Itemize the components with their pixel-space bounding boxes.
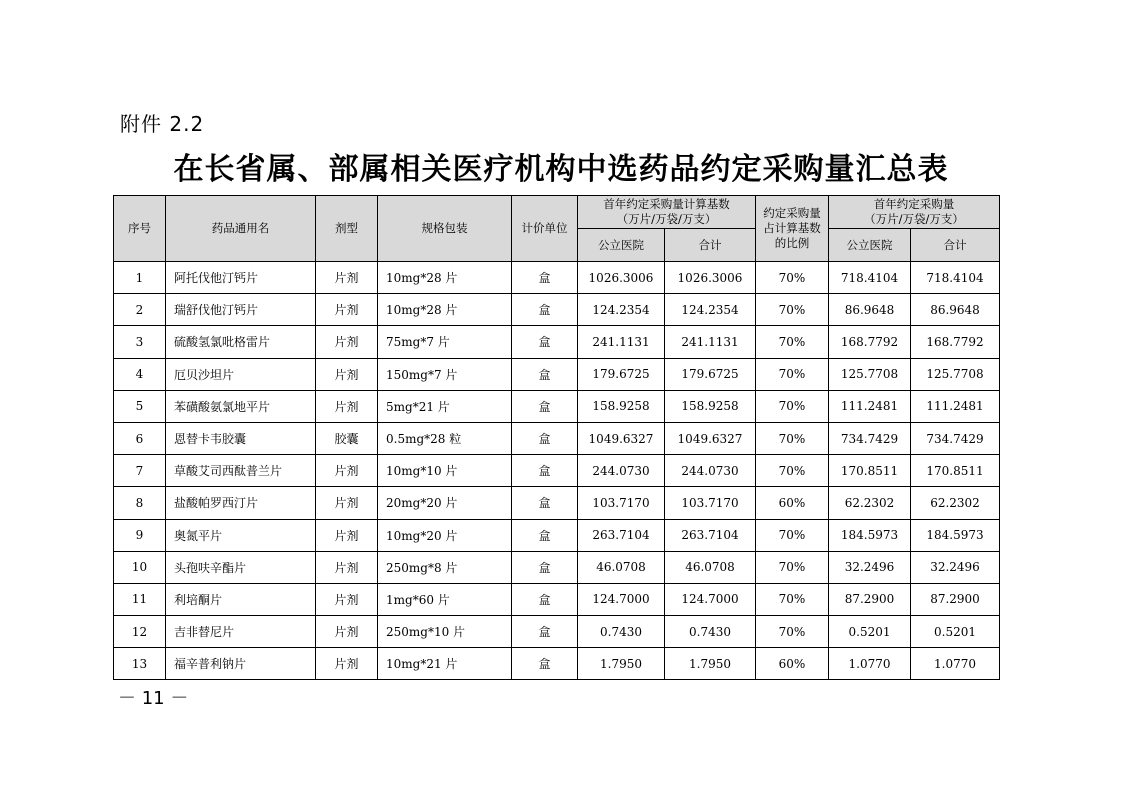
cell-unit: 盒 [512, 455, 578, 487]
cell-spec: 150mg*7 片 [378, 358, 512, 390]
cell-agreed-public: 184.5973 [829, 519, 911, 551]
cell-unit: 盒 [512, 648, 578, 680]
cell-name: 厄贝沙坦片 [166, 358, 316, 390]
cell-base-public: 158.9258 [578, 390, 665, 422]
header-agreed-public-hospital: 公立医院 [829, 229, 911, 262]
cell-base-public: 124.2354 [578, 294, 665, 326]
cell-form: 片剂 [316, 326, 378, 358]
cell-name: 恩替卡韦胶囊 [166, 422, 316, 454]
header-ratio-line1: 约定采购量 [763, 206, 821, 220]
cell-spec: 250mg*8 片 [378, 551, 512, 583]
cell-agreed-public: 734.7429 [829, 422, 911, 454]
cell-form: 片剂 [316, 551, 378, 583]
cell-unit: 盒 [512, 616, 578, 648]
cell-agreed-total: 125.7708 [911, 358, 1000, 390]
cell-seq: 3 [114, 326, 166, 358]
cell-unit: 盒 [512, 422, 578, 454]
cell-agreed-total: 718.4104 [911, 262, 1000, 294]
cell-form: 片剂 [316, 519, 378, 551]
cell-agreed-public: 125.7708 [829, 358, 911, 390]
cell-form: 片剂 [316, 487, 378, 519]
cell-base-total: 158.9258 [665, 390, 756, 422]
cell-unit: 盒 [512, 294, 578, 326]
cell-form: 片剂 [316, 455, 378, 487]
cell-ratio: 70% [756, 422, 829, 454]
table-row [114, 616, 1000, 648]
cell-form: 片剂 [316, 616, 378, 648]
cell-agreed-public: 87.2900 [829, 583, 911, 615]
cell-ratio: 70% [756, 551, 829, 583]
cell-form: 片剂 [316, 583, 378, 615]
cell-seq: 4 [114, 358, 166, 390]
cell-form: 片剂 [316, 358, 378, 390]
cell-base-public: 1.7950 [578, 648, 665, 680]
attachment-label: 附件 2.2 [120, 112, 205, 136]
cell-form: 胶囊 [316, 422, 378, 454]
cell-agreed-total: 184.5973 [911, 519, 1000, 551]
header-spec: 规格包装 [378, 196, 512, 262]
header-base-total: 合计 [665, 229, 756, 262]
cell-base-total: 1026.3006 [665, 262, 756, 294]
cell-agreed-total: 111.2481 [911, 390, 1000, 422]
cell-spec: 5mg*21 片 [378, 390, 512, 422]
header-ratio-line3: 的比例 [774, 236, 810, 250]
cell-form: 片剂 [316, 648, 378, 680]
document-title: 在长省属、部属相关医疗机构中选药品约定采购量汇总表 [173, 152, 949, 187]
cell-agreed-public: 0.5201 [829, 616, 911, 648]
cell-agreed-public: 718.4104 [829, 262, 911, 294]
table-row [114, 648, 1000, 680]
cell-seq: 12 [114, 616, 166, 648]
cell-agreed-total: 87.2900 [911, 583, 1000, 615]
table-row [114, 326, 1000, 358]
cell-form: 片剂 [316, 262, 378, 294]
cell-ratio: 70% [756, 455, 829, 487]
header-agreed-group-line2: （万片/万袋/万支） [864, 212, 964, 226]
cell-base-total: 46.0708 [665, 551, 756, 583]
cell-base-public: 241.1131 [578, 326, 665, 358]
cell-ratio: 70% [756, 326, 829, 358]
cell-agreed-total: 32.2496 [911, 551, 1000, 583]
cell-name: 草酸艾司西酞普兰片 [166, 455, 316, 487]
header-agreed-total: 合计 [911, 229, 1000, 262]
header-base-group-line1: 首年约定采购量计算基数 [603, 197, 730, 211]
cell-base-public: 244.0730 [578, 455, 665, 487]
cell-ratio: 60% [756, 487, 829, 519]
cell-base-public: 0.7430 [578, 616, 665, 648]
header-base-group [578, 196, 756, 229]
cell-seq: 2 [114, 294, 166, 326]
cell-name: 奥氮平片 [166, 519, 316, 551]
cell-ratio: 70% [756, 358, 829, 390]
cell-unit: 盒 [512, 390, 578, 422]
cell-ratio: 70% [756, 616, 829, 648]
cell-name: 硫酸氢氯吡格雷片 [166, 326, 316, 358]
header-ratio [756, 196, 829, 262]
cell-name: 瑞舒伐他汀钙片 [166, 294, 316, 326]
cell-base-public: 179.6725 [578, 358, 665, 390]
cell-agreed-public: 170.8511 [829, 455, 911, 487]
table-row [114, 455, 1000, 487]
cell-base-public: 124.7000 [578, 583, 665, 615]
cell-unit: 盒 [512, 519, 578, 551]
cell-spec: 0.5mg*28 粒 [378, 422, 512, 454]
cell-ratio: 70% [756, 519, 829, 551]
cell-base-public: 1026.3006 [578, 262, 665, 294]
cell-ratio: 70% [756, 390, 829, 422]
cell-seq: 10 [114, 551, 166, 583]
cell-agreed-total: 168.7792 [911, 326, 1000, 358]
cell-name: 头孢呋辛酯片 [166, 551, 316, 583]
cell-unit: 盒 [512, 583, 578, 615]
cell-seq: 8 [114, 487, 166, 519]
cell-base-total: 241.1131 [665, 326, 756, 358]
cell-base-total: 179.6725 [665, 358, 756, 390]
cell-name: 福辛普利钠片 [166, 648, 316, 680]
cell-spec: 10mg*10 片 [378, 455, 512, 487]
cell-base-total: 1049.6327 [665, 422, 756, 454]
cell-spec: 10mg*28 片 [378, 262, 512, 294]
cell-agreed-total: 86.9648 [911, 294, 1000, 326]
cell-agreed-total: 734.7429 [911, 422, 1000, 454]
cell-agreed-total: 170.8511 [911, 455, 1000, 487]
header-base-public-hospital: 公立医院 [578, 229, 665, 262]
table-row [114, 551, 1000, 583]
cell-unit: 盒 [512, 358, 578, 390]
page-number: － 11 － [118, 688, 189, 709]
cell-agreed-total: 1.0770 [911, 648, 1000, 680]
cell-agreed-public: 168.7792 [829, 326, 911, 358]
table-row [114, 294, 1000, 326]
cell-base-total: 0.7430 [665, 616, 756, 648]
header-unit: 计价单位 [512, 196, 578, 262]
cell-spec: 75mg*7 片 [378, 326, 512, 358]
cell-base-total: 1.7950 [665, 648, 756, 680]
cell-name: 盐酸帕罗西汀片 [166, 487, 316, 519]
cell-agreed-public: 62.2302 [829, 487, 911, 519]
cell-ratio: 60% [756, 648, 829, 680]
cell-base-public: 46.0708 [578, 551, 665, 583]
cell-agreed-public: 111.2481 [829, 390, 911, 422]
table-row [114, 390, 1000, 422]
cell-base-total: 124.7000 [665, 583, 756, 615]
header-ratio-line2: 占计算基数 [763, 221, 821, 235]
cell-base-public: 263.7104 [578, 519, 665, 551]
cell-seq: 1 [114, 262, 166, 294]
cell-base-total: 263.7104 [665, 519, 756, 551]
cell-agreed-total: 62.2302 [911, 487, 1000, 519]
cell-name: 阿托伐他汀钙片 [166, 262, 316, 294]
cell-spec: 250mg*10 片 [378, 616, 512, 648]
header-agreed-group-line1: 首年约定采购量 [873, 197, 955, 211]
cell-seq: 11 [114, 583, 166, 615]
cell-name: 苯磺酸氨氯地平片 [166, 390, 316, 422]
cell-ratio: 70% [756, 262, 829, 294]
cell-ratio: 70% [756, 583, 829, 615]
cell-agreed-total: 0.5201 [911, 616, 1000, 648]
cell-name: 利培酮片 [166, 583, 316, 615]
cell-base-public: 1049.6327 [578, 422, 665, 454]
table-row [114, 519, 1000, 551]
cell-seq: 5 [114, 390, 166, 422]
cell-agreed-public: 86.9648 [829, 294, 911, 326]
cell-form: 片剂 [316, 390, 378, 422]
cell-spec: 10mg*21 片 [378, 648, 512, 680]
cell-seq: 7 [114, 455, 166, 487]
cell-seq: 9 [114, 519, 166, 551]
drug-procurement-table [113, 195, 1000, 680]
header-form: 剂型 [316, 196, 378, 262]
cell-unit: 盒 [512, 487, 578, 519]
cell-base-total: 103.7170 [665, 487, 756, 519]
cell-seq: 6 [114, 422, 166, 454]
table-row [114, 358, 1000, 390]
cell-agreed-public: 32.2496 [829, 551, 911, 583]
cell-name: 吉非替尼片 [166, 616, 316, 648]
table-row [114, 583, 1000, 615]
cell-spec: 10mg*20 片 [378, 519, 512, 551]
header-agreed-group [829, 196, 1000, 229]
cell-form: 片剂 [316, 294, 378, 326]
table-row [114, 487, 1000, 519]
cell-base-total: 244.0730 [665, 455, 756, 487]
cell-unit: 盒 [512, 551, 578, 583]
cell-seq: 13 [114, 648, 166, 680]
cell-base-public: 103.7170 [578, 487, 665, 519]
cell-base-total: 124.2354 [665, 294, 756, 326]
cell-unit: 盒 [512, 326, 578, 358]
cell-spec: 10mg*28 片 [378, 294, 512, 326]
cell-spec: 1mg*60 片 [378, 583, 512, 615]
header-name: 药品通用名 [166, 196, 316, 262]
table-body [114, 262, 1000, 680]
cell-ratio: 70% [756, 294, 829, 326]
table-row [114, 422, 1000, 454]
cell-spec: 20mg*20 片 [378, 487, 512, 519]
table-row [114, 262, 1000, 294]
header-base-group-line2: （万片/万袋/万支） [616, 212, 717, 226]
header-seq: 序号 [114, 196, 166, 262]
cell-agreed-public: 1.0770 [829, 648, 911, 680]
cell-unit: 盒 [512, 262, 578, 294]
